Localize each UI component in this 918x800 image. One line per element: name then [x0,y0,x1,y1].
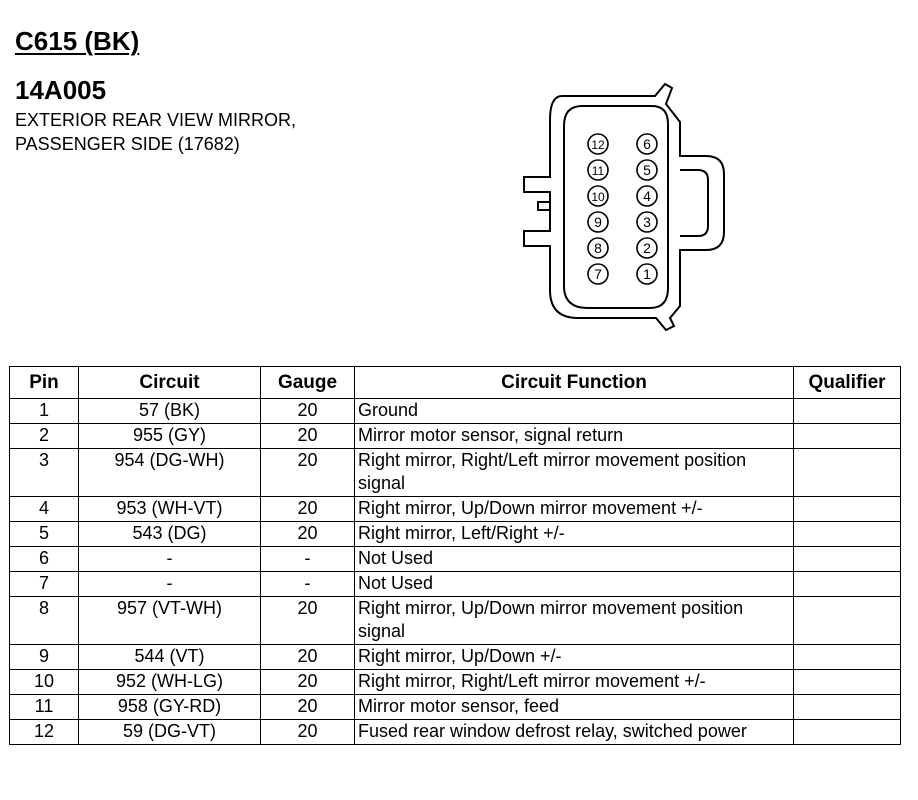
qualifier-cell [794,645,901,670]
pin-number-label: 1 [643,266,651,282]
pin-5 [637,160,657,180]
table-row [10,399,901,424]
pin-9 [588,212,608,232]
circuit-cell: 954 (DG-WH) [79,449,261,497]
qualifier-cell [794,572,901,597]
pin-number-label: 9 [594,214,602,230]
column-header-circuit-function: Circuit Function [355,367,794,399]
pin-cell: 1 [10,399,79,424]
table-row [10,670,901,695]
pin-7 [588,264,608,284]
table-row [10,522,901,547]
connector-description [15,108,296,156]
table-row [10,424,901,449]
column-header-gauge: Gauge [261,367,355,399]
pin-cell: 5 [10,522,79,547]
circuit-function-cell: Fused rear window defrost relay, switched power [355,720,794,745]
circuit-function-cell: Not Used [355,572,794,597]
pin-number-label: 12 [591,138,605,152]
pin-cell: 4 [10,497,79,522]
qualifier-cell [794,424,901,449]
table-row [10,449,901,497]
pin-number-label: 10 [591,190,605,204]
table-row [10,597,901,645]
pin-6 [637,134,657,154]
pin-cell: 7 [10,572,79,597]
pin-cell: 11 [10,695,79,720]
pin-cell: 3 [10,449,79,497]
circuit-function-cell: Right mirror, Up/Down +/- [355,645,794,670]
circuit-cell: 544 (VT) [79,645,261,670]
pin-number-label: 5 [643,162,651,178]
connector-face-diagram [520,74,736,336]
pin-1 [637,264,657,284]
table-header-row [10,367,901,399]
table-row [10,572,901,597]
qualifier-cell [794,449,901,497]
circuit-function-cell: Mirror motor sensor, signal return [355,424,794,449]
pin-10 [588,186,608,206]
qualifier-cell [794,670,901,695]
qualifier-cell [794,597,901,645]
table-row [10,645,901,670]
circuit-function-cell: Right mirror, Right/Left mirror movement +/- [355,670,794,695]
gauge-cell: 20 [261,424,355,449]
gauge-cell: 20 [261,645,355,670]
pin-number-label: 11 [591,164,605,178]
circuit-function-cell: Right mirror, Left/Right +/- [355,522,794,547]
table-row [10,547,901,572]
column-header-qualifier: Qualifier [794,367,901,399]
circuit-cell: 957 (VT-WH) [79,597,261,645]
circuit-function-cell: Right mirror, Up/Down mirror movement +/- [355,497,794,522]
gauge-cell: 20 [261,497,355,522]
pin-number-label: 7 [594,266,602,282]
circuit-function-cell: Mirror motor sensor, feed [355,695,794,720]
qualifier-cell [794,720,901,745]
qualifier-cell [794,547,901,572]
pin-4 [637,186,657,206]
column-header-circuit: Circuit [79,367,261,399]
gauge-cell: - [261,572,355,597]
connector-id: C615 (BK) [15,26,140,56]
circuit-cell: 955 (GY) [79,424,261,449]
pin-number-label: 4 [643,188,651,204]
gauge-cell: 20 [261,670,355,695]
circuit-cell: - [79,547,261,572]
circuit-function-cell: Right mirror, Up/Down mirror movement position signal [355,597,794,645]
pin-cell: 2 [10,424,79,449]
connector-housing-outline [524,84,724,330]
circuit-cell: 57 (BK) [79,399,261,424]
pin-cell: 12 [10,720,79,745]
circuit-cell: - [79,572,261,597]
qualifier-cell [794,522,901,547]
description-line-1: EXTERIOR REAR VIEW MIRROR, [15,110,297,130]
circuit-cell: 952 (WH-LG) [79,670,261,695]
pin-number-label: 8 [594,240,602,256]
pin-12 [588,134,608,154]
pin-layer [588,134,657,284]
table-row [10,497,901,522]
pin-number-label: 2 [643,240,651,256]
circuit-cell: 543 (DG) [79,522,261,547]
qualifier-cell [794,497,901,522]
pin-cell: 8 [10,597,79,645]
part-number: 14A005 [15,75,107,105]
circuit-function-cell: Ground [355,399,794,424]
gauge-cell: 20 [261,522,355,547]
pin-8 [588,238,608,258]
qualifier-cell [794,399,901,424]
gauge-cell: - [261,547,355,572]
qualifier-cell [794,695,901,720]
gauge-cell: 20 [261,597,355,645]
circuit-function-cell: Right mirror, Right/Left mirror movement position signal [355,449,794,497]
gauge-cell: 20 [261,399,355,424]
circuit-cell: 59 (DG-VT) [79,720,261,745]
pin-3 [637,212,657,232]
table-row [10,695,901,720]
pin-number-label: 6 [643,136,651,152]
pin-cell: 6 [10,547,79,572]
gauge-cell: 20 [261,695,355,720]
circuit-cell: 953 (WH-VT) [79,497,261,522]
description-line-2: PASSENGER SIDE (17682) [15,134,240,154]
pin-cell: 9 [10,645,79,670]
pinout-table [9,366,901,745]
pinout-table-body [10,399,901,745]
pin-cell: 10 [10,670,79,695]
pin-number-label: 3 [643,214,651,230]
connector-lock-tab [680,170,708,236]
column-header-pin: Pin [10,367,79,399]
circuit-function-cell: Not Used [355,547,794,572]
circuit-cell: 958 (GY-RD) [79,695,261,720]
gauge-cell: 20 [261,449,355,497]
gauge-cell: 20 [261,720,355,745]
table-row [10,720,901,745]
pin-2 [637,238,657,258]
pin-11 [588,160,608,180]
